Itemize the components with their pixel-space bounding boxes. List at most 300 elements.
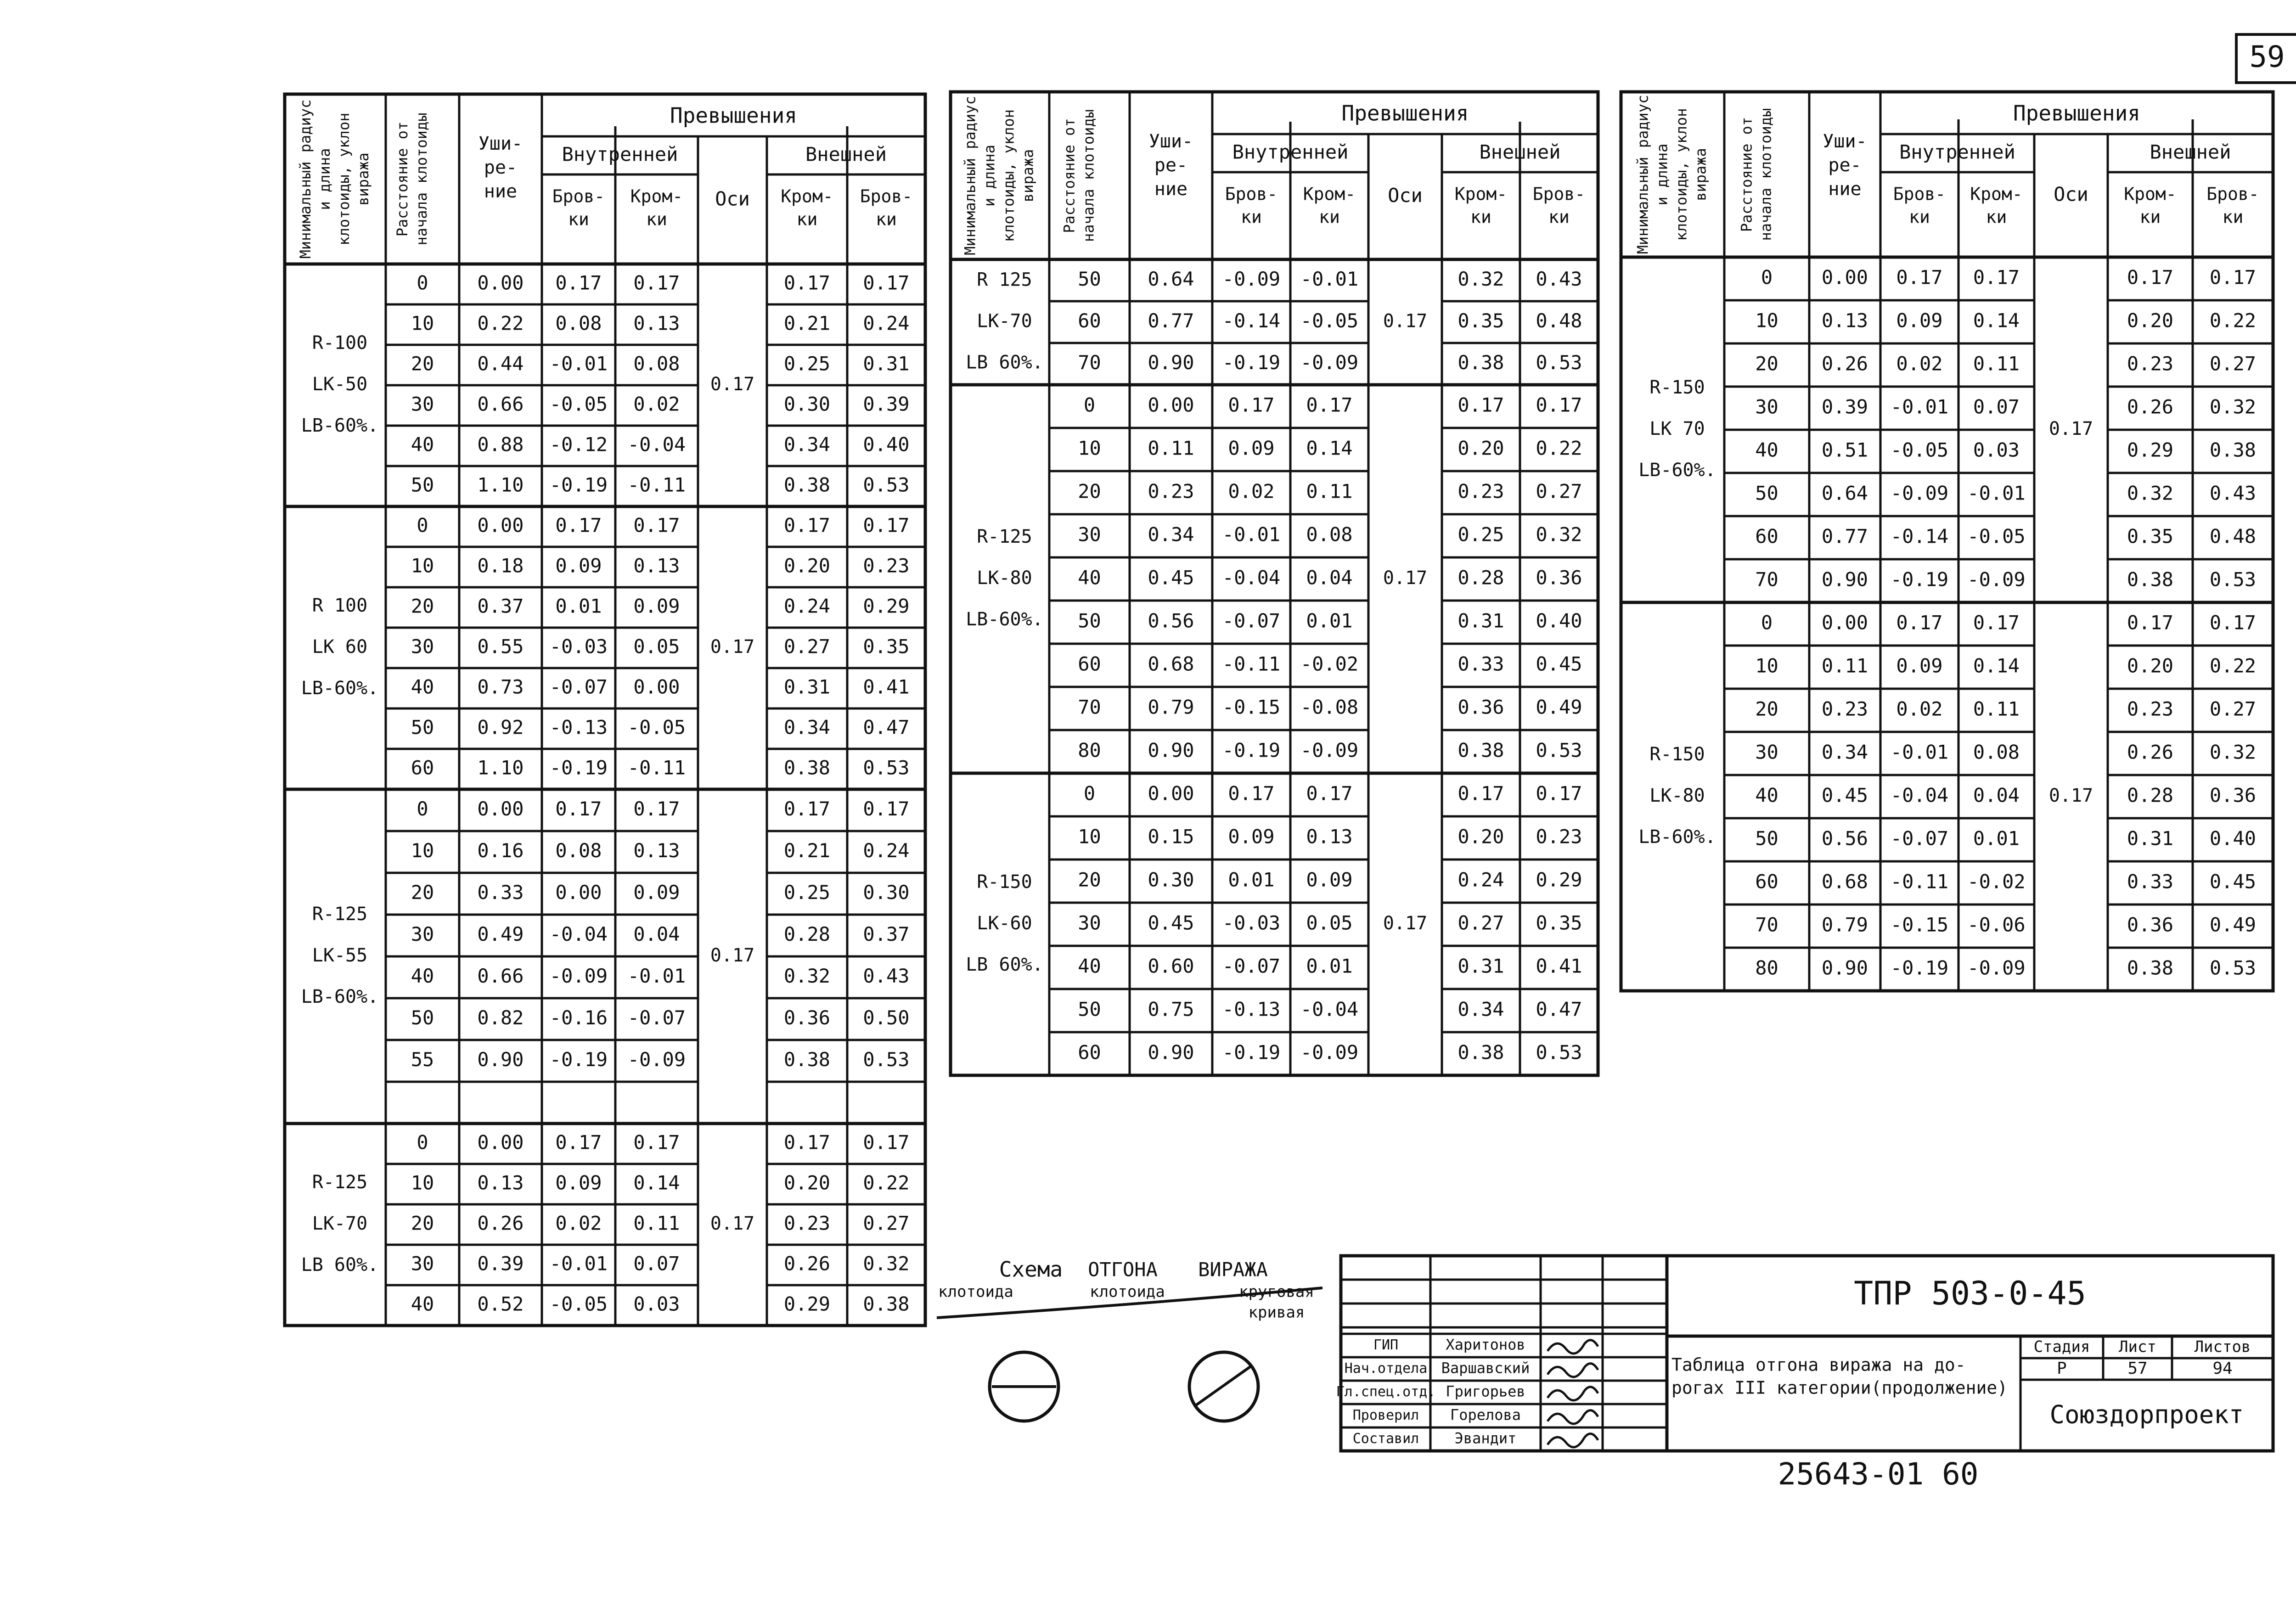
cell-value: 0.66 xyxy=(477,393,524,416)
cell-value: 0.17 xyxy=(1306,393,1353,416)
header-outer: Внешней xyxy=(2150,140,2231,163)
table-row xyxy=(1049,523,1598,558)
cell-value: 0.33 xyxy=(1458,652,1504,675)
cell-value: 0.38 xyxy=(783,756,831,779)
table-row xyxy=(1755,957,2256,979)
cell-value: 0.17 xyxy=(633,1131,680,1154)
cell-value: 0.56 xyxy=(1821,827,1868,850)
cell-value: -0.09 xyxy=(1967,956,2026,979)
cross-section-slope xyxy=(1196,1366,1251,1405)
table-row xyxy=(1724,655,2273,689)
table-row xyxy=(1724,612,2273,646)
cell-value: 0 xyxy=(416,514,428,537)
group-4 xyxy=(285,1131,925,1326)
cell-value: 0.04 xyxy=(633,923,680,945)
cell-value: 0.47 xyxy=(863,716,910,739)
cell-value: 40 xyxy=(1755,784,1778,807)
header-sub: ки xyxy=(1241,207,1262,227)
cell-value: 0.60 xyxy=(1148,955,1194,978)
cell-value: 0 xyxy=(416,271,428,294)
table-row xyxy=(1049,437,1598,472)
cell-value: 0.24 xyxy=(863,839,910,862)
axis-value: 0.17 xyxy=(1383,568,1428,589)
staff-role: ГИП xyxy=(1373,1337,1399,1353)
cell-value: 0.22 xyxy=(2209,309,2257,332)
cell-value: -0.19 xyxy=(1222,351,1281,374)
cell-value: 0.20 xyxy=(2127,654,2174,677)
cell-value: 10 xyxy=(411,554,434,577)
cell-value: 0.37 xyxy=(477,595,524,618)
cell-value: 1.10 xyxy=(477,473,524,496)
cell-value: -0.07 xyxy=(549,675,608,698)
cell-value: 0.08 xyxy=(555,312,602,335)
group-label: R-125 xyxy=(977,526,1032,547)
table-row xyxy=(386,555,925,588)
cell-value: 70 xyxy=(1755,913,1778,936)
cell-value: 20 xyxy=(1078,480,1101,503)
cell-value: -0.19 xyxy=(549,473,608,496)
cell-value: 0.17 xyxy=(863,271,910,294)
cell-value: 10 xyxy=(411,1171,434,1194)
cell-value: -0.11 xyxy=(627,756,686,779)
cell-value: 0.07 xyxy=(1973,395,2020,418)
cell-value: 0.30 xyxy=(1148,868,1194,891)
cell-value: 30 xyxy=(1078,523,1101,546)
cell-value: -0.04 xyxy=(1890,784,1949,807)
cell-value: 20 xyxy=(1078,868,1101,891)
cell-value: 0.28 xyxy=(783,923,831,945)
cell-value: 0.77 xyxy=(1148,309,1194,332)
cell-value: 0.31 xyxy=(2127,827,2174,850)
cell-value: 20 xyxy=(411,352,434,375)
table-row xyxy=(386,923,925,956)
cell-value: 0.22 xyxy=(477,312,524,335)
header-excess: Превышения xyxy=(1341,101,1469,126)
group-label: LB-60%. xyxy=(966,609,1043,630)
cell-value: 0.68 xyxy=(1821,870,1868,893)
cell-value: 0.90 xyxy=(477,1048,524,1071)
cell-value: -0.07 xyxy=(1222,609,1281,632)
header-width: ре- xyxy=(1154,155,1188,176)
cell-value: 0.09 xyxy=(555,1171,602,1194)
page-number-text: 59 xyxy=(2249,40,2285,74)
cell-value: 0.00 xyxy=(477,271,524,294)
cell-value: -0.03 xyxy=(1222,911,1281,934)
cell-value: 0.13 xyxy=(633,839,680,862)
staff-name: Эвандит xyxy=(1454,1429,1517,1447)
cell-value: 0.27 xyxy=(783,635,831,658)
cell-value: 0.39 xyxy=(1821,395,1868,418)
cell-value: -0.07 xyxy=(1890,827,1949,850)
header-sub: Бров- xyxy=(1893,184,1946,204)
cell-value: 40 xyxy=(411,965,434,987)
cell-value: -0.13 xyxy=(1222,998,1281,1021)
cell-value: -0.09 xyxy=(1300,739,1359,762)
cell-value: 0.01 xyxy=(1228,868,1275,891)
cell-value: 0.52 xyxy=(477,1292,524,1315)
cell-value: 0.38 xyxy=(783,1048,831,1071)
table-row xyxy=(386,839,925,873)
cell-value: 0.17 xyxy=(783,1131,831,1154)
cell-value: 0.66 xyxy=(477,965,524,987)
cell-value: 0.53 xyxy=(1536,1041,1582,1064)
cell-value: 0.24 xyxy=(783,595,831,618)
cell-value: 0.53 xyxy=(2209,956,2257,979)
cell-value: 40 xyxy=(1078,566,1101,589)
cell-value: -0.08 xyxy=(1300,696,1359,719)
table-row xyxy=(1724,784,2273,819)
header-sub: Кром- xyxy=(2124,184,2177,204)
cell-value: 0.26 xyxy=(1821,352,1868,375)
table-row xyxy=(386,272,925,305)
header-inner: Внутренней xyxy=(1899,140,2015,163)
staff-name: Григорьев xyxy=(1446,1382,1525,1400)
group-1 xyxy=(285,272,925,507)
cell-value: 0.31 xyxy=(1458,609,1504,632)
cell-value: 0.17 xyxy=(863,1131,910,1154)
cell-value: 0.23 xyxy=(783,1212,831,1235)
cell-value: 50 xyxy=(411,716,434,739)
cell-value: 0.17 xyxy=(633,798,680,820)
cell-value: 0.27 xyxy=(1458,911,1504,934)
cell-value: 0.32 xyxy=(1536,523,1582,546)
cell-value: -0.09 xyxy=(1300,1041,1359,1064)
staff-role: Гл.спец.отд. xyxy=(1336,1384,1436,1400)
cell-value: 0.31 xyxy=(783,675,831,698)
cell-value: 0.17 xyxy=(633,271,680,294)
cell-value: 0.17 xyxy=(863,798,910,820)
cell-value: 0.11 xyxy=(1973,697,2020,720)
cell-value: 0.35 xyxy=(1536,911,1582,934)
stage-value: Р xyxy=(2057,1359,2067,1378)
cell-value: 0.23 xyxy=(1148,480,1194,503)
group-label: LB 60%. xyxy=(301,1254,379,1275)
cell-value: 30 xyxy=(1755,741,1778,764)
cell-value: 0.27 xyxy=(863,1212,910,1235)
cell-value: 0.17 xyxy=(1458,782,1504,805)
cell-value: 0 xyxy=(1083,782,1096,805)
group-label: R 100 xyxy=(312,595,368,616)
cell-value: -0.04 xyxy=(627,433,686,456)
cell-value: -0.13 xyxy=(549,716,608,739)
header-group-label: виража xyxy=(1019,149,1037,202)
staff-name: Горелова xyxy=(1450,1406,1521,1424)
cell-value: 0.17 xyxy=(1228,393,1275,416)
header-group-label: и длина xyxy=(980,145,998,207)
cell-value: 40 xyxy=(411,433,434,456)
cell-value: 50 xyxy=(1755,482,1778,505)
cell-value: 0.68 xyxy=(1148,652,1194,675)
group-label: R-125 xyxy=(312,1172,368,1193)
cell-value: 80 xyxy=(1755,956,1778,979)
axis-value: 0.17 xyxy=(2048,418,2093,439)
cell-value: 0.20 xyxy=(783,1171,831,1194)
cell-value: 0.53 xyxy=(863,756,910,779)
header-group-label: клотоиды, уклон xyxy=(335,112,353,246)
header-sub: ки xyxy=(1548,207,1570,227)
header-sub: Кром- xyxy=(1454,184,1508,204)
cell-value: 50 xyxy=(1078,268,1101,290)
cell-value: -0.19 xyxy=(1890,568,1949,591)
cell-value: 0.17 xyxy=(2209,266,2257,289)
cell-value: 0.00 xyxy=(633,675,680,698)
group-label: LK-70 xyxy=(977,310,1032,332)
cell-value: 0.45 xyxy=(2209,870,2257,893)
table-row xyxy=(1049,955,1598,989)
cell-value: 0.90 xyxy=(1148,1041,1194,1064)
cell-value: 0.45 xyxy=(1148,566,1194,589)
axis-value: 0.17 xyxy=(710,636,755,657)
cell-value: -0.15 xyxy=(1222,696,1281,719)
header-inner: Внутренней xyxy=(1232,140,1349,163)
header-group-label: и длина xyxy=(1653,143,1671,206)
cell-value: 0 xyxy=(416,798,428,820)
table-row xyxy=(1724,439,2273,473)
cell-value: 0.38 xyxy=(863,1292,910,1315)
cell-value: 20 xyxy=(1755,352,1778,375)
cell-value: 0.53 xyxy=(1536,351,1582,374)
stage-label: Стадия xyxy=(2033,1337,2090,1356)
cell-value: 0.75 xyxy=(1148,998,1194,1021)
group-1 xyxy=(951,268,1598,385)
cell-value: -0.01 xyxy=(1967,482,2026,505)
header-sub: Бров- xyxy=(1532,184,1586,204)
tables-layer xyxy=(285,92,2273,1326)
cell-value: 0.35 xyxy=(2127,525,2174,548)
group-label: R-150 xyxy=(1649,377,1705,398)
cell-value: 0 xyxy=(1083,393,1096,416)
table-row xyxy=(1724,698,2273,732)
cell-value: -0.19 xyxy=(1222,739,1281,762)
cell-value: 0.32 xyxy=(1458,268,1504,290)
table-row xyxy=(386,1006,925,1040)
cell-value: 0.43 xyxy=(2209,482,2257,505)
cell-value: 20 xyxy=(1755,697,1778,720)
group-label: R 125 xyxy=(977,269,1032,291)
cell-value: -0.03 xyxy=(549,635,608,658)
cell-value: 0.17 xyxy=(1458,393,1504,416)
group-label: R-125 xyxy=(312,904,368,925)
axis-value: 0.17 xyxy=(710,945,755,966)
cell-value: -0.05 xyxy=(1967,525,2026,548)
cell-value: -0.05 xyxy=(1300,309,1359,332)
cell-value: 20 xyxy=(411,595,434,618)
cell-value: 0.23 xyxy=(1536,825,1582,848)
scheme-label-clothoid: клотоида xyxy=(938,1282,1013,1301)
header-sub: Бров- xyxy=(2206,184,2259,204)
cell-value: 55 xyxy=(411,1048,434,1071)
cell-value: 0.35 xyxy=(863,635,910,658)
cell-value: 0.17 xyxy=(1973,611,2020,634)
scheme-label-clothoid: клотоида xyxy=(1090,1282,1165,1301)
group-label: LK 70 xyxy=(1649,418,1705,439)
table-row xyxy=(1724,827,2273,862)
header-width: ре- xyxy=(484,157,518,178)
cell-value: 0.01 xyxy=(555,595,602,618)
cell-value: 0.32 xyxy=(863,1252,910,1275)
cell-value: 0.50 xyxy=(863,1006,910,1029)
group-label: LB 60%. xyxy=(966,352,1043,373)
cell-value: 0.48 xyxy=(1536,309,1582,332)
cell-value: -0.04 xyxy=(1300,998,1359,1021)
table-row xyxy=(1049,998,1598,1033)
cell-value: 0.00 xyxy=(477,798,524,820)
cell-value: 0.21 xyxy=(783,312,831,335)
cell-value: 0.17 xyxy=(555,1131,602,1154)
header-sub: Кром- xyxy=(781,186,833,207)
table-row xyxy=(1724,353,2273,387)
cell-value: 0.11 xyxy=(1148,437,1194,460)
cell-value: 30 xyxy=(411,1252,434,1275)
cell-value: 0.04 xyxy=(1306,566,1353,589)
cell-value: 0.23 xyxy=(1458,480,1504,503)
header-sub: ки xyxy=(2222,207,2244,227)
cell-value: 0.25 xyxy=(1458,523,1504,546)
cell-value: -0.15 xyxy=(1890,913,1949,936)
cell-value: 10 xyxy=(411,312,434,335)
group-label: LK-60 xyxy=(977,913,1032,934)
header-sub: Кром- xyxy=(1303,184,1356,204)
cell-value: 0.17 xyxy=(2127,266,2174,289)
cell-value: 0.32 xyxy=(2209,395,2257,418)
cell-value: 0.14 xyxy=(1973,654,2020,677)
cell-value: 0.02 xyxy=(1228,480,1275,503)
cell-value: 0 xyxy=(1761,266,1773,289)
cell-value: 0.18 xyxy=(477,554,524,577)
cell-value: -0.19 xyxy=(1890,956,1949,979)
cell-value: 0.00 xyxy=(1821,611,1868,634)
cell-value: 30 xyxy=(411,393,434,416)
cell-value: 10 xyxy=(1755,654,1778,677)
cell-value: 0.40 xyxy=(863,433,910,456)
table-row xyxy=(1078,1041,1582,1064)
cell-value: 0.05 xyxy=(633,635,680,658)
cell-value: 0.41 xyxy=(863,675,910,698)
cell-value: 0.01 xyxy=(1973,827,2020,850)
cell-value: 0 xyxy=(416,1131,428,1154)
cell-value: -0.11 xyxy=(1222,652,1281,675)
panel-3 xyxy=(1621,92,2273,991)
cell-value: 0.53 xyxy=(2209,568,2257,591)
cell-value: 20 xyxy=(411,1212,434,1235)
cell-value: -0.09 xyxy=(1300,351,1359,374)
table-row xyxy=(386,1212,925,1245)
axis-value: 0.17 xyxy=(2048,785,2093,806)
cell-value: 0.45 xyxy=(1536,652,1582,675)
cell-value: 50 xyxy=(1078,998,1101,1021)
cell-value: -0.09 xyxy=(1890,482,1949,505)
sheet-value: 57 xyxy=(2127,1359,2148,1378)
cell-value: 0.36 xyxy=(2209,784,2257,807)
cell-value: 0.08 xyxy=(1973,741,2020,764)
signature xyxy=(1548,1410,1598,1424)
header-excess: Превышения xyxy=(2013,101,2140,126)
table-row xyxy=(1049,610,1598,644)
header-group-label: Минимальный радиус xyxy=(297,99,314,259)
cell-value: 0.34 xyxy=(1148,523,1194,546)
axis-value: 0.17 xyxy=(710,1213,755,1234)
sheet-label: Лист xyxy=(2119,1337,2156,1356)
cell-value: 0.26 xyxy=(2127,395,2174,418)
cell-value: 0.37 xyxy=(863,923,910,945)
cell-value: 70 xyxy=(1078,696,1101,719)
cell-value: 0.00 xyxy=(555,881,602,904)
cell-value: 0.32 xyxy=(2209,741,2257,764)
cell-value: 0.26 xyxy=(783,1252,831,1275)
cell-value: 0.04 xyxy=(1973,784,2020,807)
cell-value: 0.09 xyxy=(1228,437,1275,460)
cell-value: -0.11 xyxy=(627,473,686,496)
cell-value: 0.45 xyxy=(1148,911,1194,934)
cell-value: 0.35 xyxy=(1458,309,1504,332)
cell-value: 10 xyxy=(1078,437,1101,460)
cell-value: 0.14 xyxy=(1973,309,2020,332)
cell-value: 0.56 xyxy=(1148,609,1194,632)
cell-value: 0.25 xyxy=(783,881,831,904)
cell-value: -0.07 xyxy=(1222,955,1281,978)
cell-value: 0.38 xyxy=(1458,1041,1504,1064)
cell-value: -0.05 xyxy=(1890,438,1949,461)
cell-value: 0.09 xyxy=(633,881,680,904)
cell-value: 0.16 xyxy=(477,839,524,862)
table-row xyxy=(411,474,910,496)
cell-value: 0.90 xyxy=(1148,739,1194,762)
staff-role: Проверил xyxy=(1352,1407,1419,1423)
cell-value: 0.49 xyxy=(2209,913,2257,936)
cell-value: 0.79 xyxy=(1821,913,1868,936)
cell-value: 70 xyxy=(1078,351,1101,374)
group-label: LB-60%. xyxy=(301,986,379,1007)
header-width: Уши- xyxy=(1823,131,1867,152)
document-code: ТПР 503-0-45 xyxy=(1854,1275,2086,1313)
cell-value: 0.43 xyxy=(1536,268,1582,290)
cell-value: 0.17 xyxy=(1536,393,1582,416)
cell-value: 0.03 xyxy=(633,1292,680,1315)
table-row xyxy=(1049,268,1598,301)
header-group-label: клотоиды, уклон xyxy=(1000,109,1018,242)
table-row xyxy=(386,595,925,628)
cell-value: 0.27 xyxy=(2209,697,2257,720)
header-sub: Кром- xyxy=(630,186,683,207)
cell-value: -0.05 xyxy=(549,1292,608,1315)
cell-value: 30 xyxy=(411,635,434,658)
cell-value: 0.32 xyxy=(2127,482,2174,505)
cell-value: 0.21 xyxy=(783,839,831,862)
cell-value: -0.09 xyxy=(549,965,608,987)
table-row xyxy=(1724,871,2273,905)
axis-value: 0.17 xyxy=(1383,310,1428,332)
header-outer: Внешней xyxy=(805,143,887,166)
cell-value: 0.53 xyxy=(863,1048,910,1071)
cell-value: -0.04 xyxy=(549,923,608,945)
cell-value: 0.05 xyxy=(1306,911,1353,934)
group-3 xyxy=(951,782,1598,1076)
header-group-label: и длина xyxy=(316,148,333,210)
table-row xyxy=(1049,653,1598,687)
table-row xyxy=(1049,782,1598,817)
scheme-label-curve: кривая xyxy=(1248,1303,1305,1322)
cell-value: 0.24 xyxy=(1458,868,1504,891)
cell-value: 0.02 xyxy=(555,1212,602,1235)
cell-value: 0.01 xyxy=(1306,609,1353,632)
header-group-label: Минимальный радиус xyxy=(1634,95,1652,254)
scheme-title-word: ОТГОНА xyxy=(1088,1258,1158,1281)
cell-value: 0.30 xyxy=(783,393,831,416)
cell-value: 0.13 xyxy=(477,1171,524,1194)
cell-value: 0.08 xyxy=(633,352,680,375)
cell-value: 0.90 xyxy=(1148,351,1194,374)
staff-name: Харитонов xyxy=(1446,1336,1525,1354)
